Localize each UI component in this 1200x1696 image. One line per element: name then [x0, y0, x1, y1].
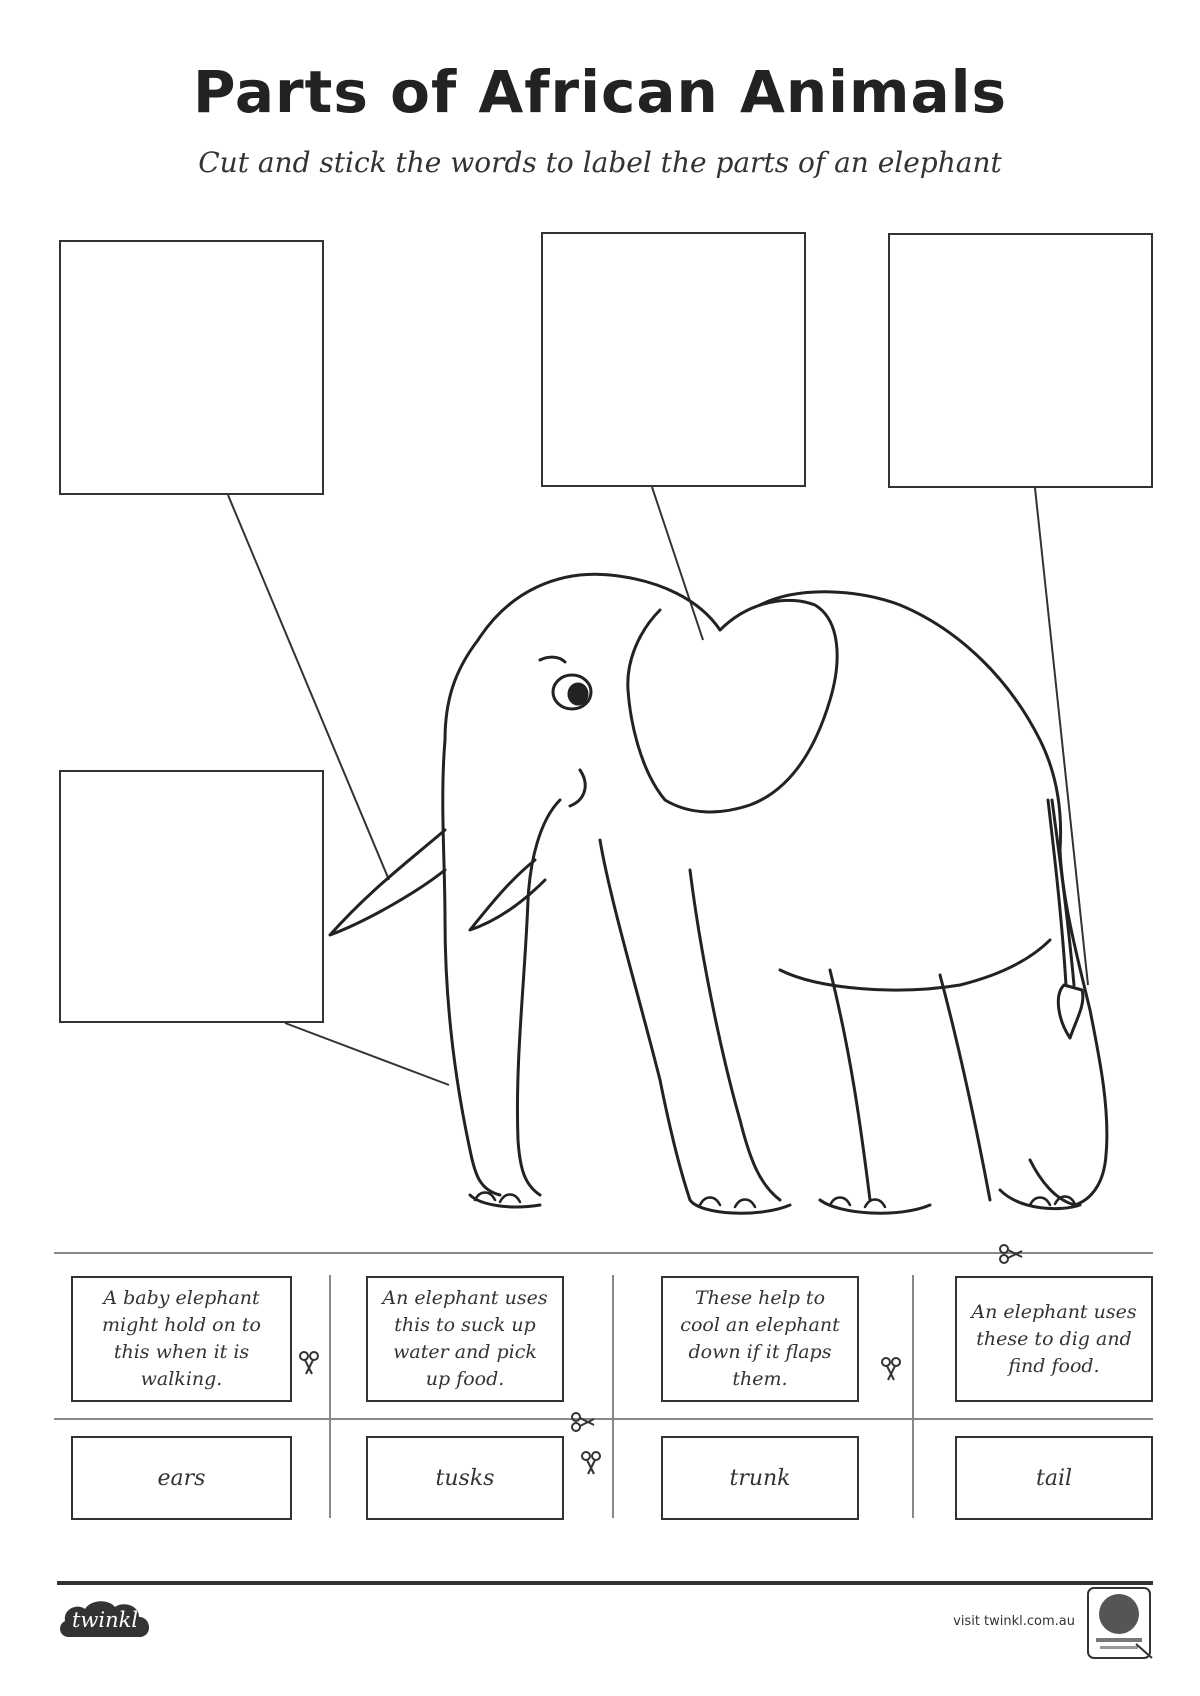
clue-card[interactable]: A baby elephant might hold on to this when it is walking. [71, 1276, 292, 1402]
scissors-icon [572, 1413, 594, 1431]
word-card-tusks[interactable]: tusks [366, 1436, 564, 1520]
footer-divider [57, 1581, 1153, 1585]
brand-name: twinkl [71, 1608, 139, 1632]
scissors-icon [300, 1352, 318, 1374]
twinkl-logo [57, 1597, 153, 1645]
page-subtitle: Cut and stick the words to label the parts of an elephant [198, 146, 1002, 179]
pointer-line-tusk [228, 495, 389, 880]
word-card-trunk[interactable]: trunk [661, 1436, 859, 1520]
scissors-icon [582, 1452, 600, 1474]
footer-url[interactable]: visit twinkl.com.au [953, 1614, 1075, 1629]
word-card-ears[interactable]: ears [71, 1436, 292, 1520]
elephant-outline-icon [330, 574, 1107, 1213]
pointer-line-tail [1035, 488, 1088, 985]
pointer-line-ear [652, 487, 703, 640]
clue-card[interactable]: An elephant uses this to suck up water and pick up food. [366, 1276, 564, 1402]
pointer-line-trunk [285, 1023, 449, 1085]
page-title: Parts of African Animals [192, 58, 1008, 126]
clue-card[interactable]: An elephant uses these to dig and find food. [955, 1276, 1153, 1402]
quality-badge-icon [1086, 1586, 1156, 1662]
word-card-tail[interactable]: tail [955, 1436, 1153, 1520]
pointer-lines [228, 487, 1088, 1085]
scissors-icon [882, 1358, 900, 1380]
clue-card[interactable]: These help to cool an elephant down if it flaps them. [661, 1276, 859, 1402]
